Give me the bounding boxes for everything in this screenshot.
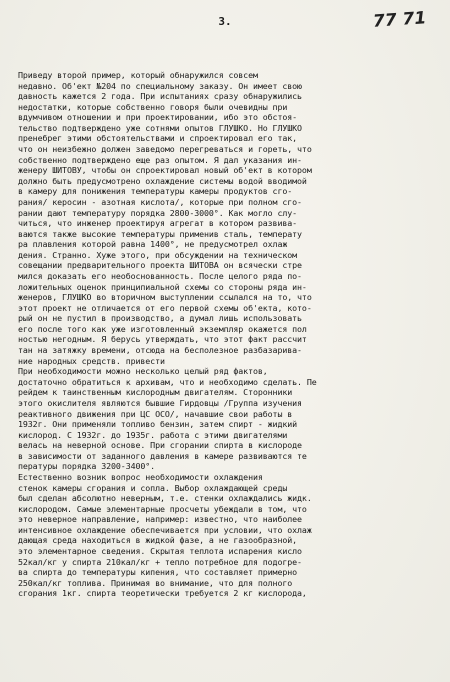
text-line: сгорания 1кг. спирта теоретически требуется 2 кг кислорода,: [18, 588, 307, 599]
text-line: ва спирта до температуры кипения, что составляет примерно: [18, 567, 298, 578]
text-line: ваются также высокие температуры применив сталь, температу: [18, 228, 302, 239]
text-line: Естественно возник вопрос необходимости охлаждения: [18, 471, 263, 482]
text-line: тельство подтверждено уже сотнями опытов ГЛУШКО. Но ГЛУШКО: [18, 122, 302, 133]
text-line: дения. Странно. Хуже этого, при обсуждении на техническом: [18, 249, 298, 260]
archive-handwritten-mark: 77 71: [372, 8, 427, 32]
text-line: 1932г. Они применяли топливо бензин, затем спирт - жидкий: [18, 419, 298, 430]
text-line: мился доказать его необоснованность. После целого ряда по-: [18, 270, 302, 281]
text-line: Приведу второй пример, который обнаружился совсем: [18, 70, 258, 80]
text-line: дающая среда находиться в жидкой фазе, а не газообразной,: [18, 535, 298, 546]
bottom-margin: [0, 656, 450, 682]
text-line: женеру ШИТОВУ, чтобы он спроектировал новый об'ект в котором: [18, 165, 312, 176]
text-line: этого окислителя являются бывшие Гирдовцы /Группа изучения: [18, 397, 302, 408]
text-line: что он неизбежно должен заведомо перегреваться и гореть, что: [18, 144, 312, 155]
text-line: это неверное направление, например: известно, что наиболее: [18, 514, 302, 525]
text-line: в камеру для понижения температуры камеры продуктов сго-: [18, 186, 293, 197]
text-line: читься, что инженер проектируя агрегат в котором развива-: [18, 218, 298, 229]
text-line: ложительных оценок принципиальной схемы со стороны ряда ин-: [18, 281, 307, 292]
text-line: вдумчивом отношении и при проектировании, ибо это обстоя-: [18, 112, 298, 123]
text-line: тан на затяжку времени, отсюда на бесполезное разбазарива-: [18, 345, 302, 356]
text-line: в зависимости от заданного давления в камере развиваются те: [18, 450, 307, 461]
text-line: интенсивное охлаждение обеспечивается при условии, что охлаж: [18, 524, 312, 535]
text-line: собственно подтверждено еще раз опытом. Я дал указания ин-: [18, 154, 302, 165]
text-line: пературы порядка 3200-3400°.: [18, 461, 156, 472]
text-line: недавно. Об'ект №204 по специальному заказу. Он имеет свою: [18, 80, 302, 91]
text-line: ра плавления которой равна 1400°, не предусмотрел охлаж: [18, 239, 288, 250]
page-number: 3.: [218, 15, 232, 28]
text-line: рый он не пустил в производство, а думал лишь использовать: [18, 313, 302, 324]
text-line: кислород. С 1932г. до 1935г. работа с этими двигателями: [18, 429, 288, 440]
text-line: был сделан абсолютно неверным, т.е. стенки охлаждались жидк.: [18, 493, 312, 504]
text-line: должно быть предусмотрено охлаждение системы водой вводимой: [18, 175, 307, 186]
text-line: стенок камеры сгорания и сопла. Выбор охлаждающей среды: [18, 482, 288, 493]
text-line: 52кал/кг у спирта 210кал/кг + тепло потребное для подогре-: [18, 556, 302, 567]
text-line: ностью негодным. Я берусь утверждать, что этот факт рассчит: [18, 334, 307, 345]
text-line: реактивного движения при ЦС ОСО/, начавшие свои работы в: [18, 408, 293, 419]
text-line: ние народных средств. привести: [18, 355, 165, 366]
text-line: 250кал/кг топлива. Принимая во внимание, что для полного: [18, 577, 293, 588]
text-line: При необходимости можно несколько целый ряд фактов,: [18, 366, 268, 377]
body-text: [18, 70, 444, 599]
text-line: женеров, ГЛУШКО во вторичном выступлении ссылался на то, что: [18, 292, 312, 303]
text-line: давность кажется 2 года. При испытаниях сразу обнаружились: [18, 91, 302, 102]
text-line: велась на неверной основе. При сгорании спирта в кислороде: [18, 440, 302, 451]
text-line: кислородом. Самые элементарные просчеты убеждали в том, что: [18, 503, 307, 514]
text-line: это элементарное сведения. Скрытая теплота испарения кисло: [18, 546, 302, 557]
text-line: совещании предварительного проекта ШИТОВА он всячески стре: [18, 260, 302, 271]
text-line: недостатки, которые собственно говоря были очевидны при: [18, 101, 288, 112]
text-line: его после того как уже изготовленный экземпляр окажется пол: [18, 323, 307, 334]
text-line: достаточно обратиться к архивам, что и необходимо сделать. Пе: [18, 376, 317, 387]
text-line: этот проект не отличается от его первой схемы об'екта, кото-: [18, 302, 312, 313]
text-line: рания/ керосин - азотная кислота/, которые при полном сго-: [18, 196, 302, 207]
text-line: рании дают температуру порядка 2800-3000°. Как могло слу-: [18, 207, 298, 218]
text-line: рейдем к таинственным кислородным двигателям. Сторонники: [18, 387, 293, 398]
text-line: пренебрег этими обстоятельствами и спроектировал его так,: [18, 133, 298, 144]
